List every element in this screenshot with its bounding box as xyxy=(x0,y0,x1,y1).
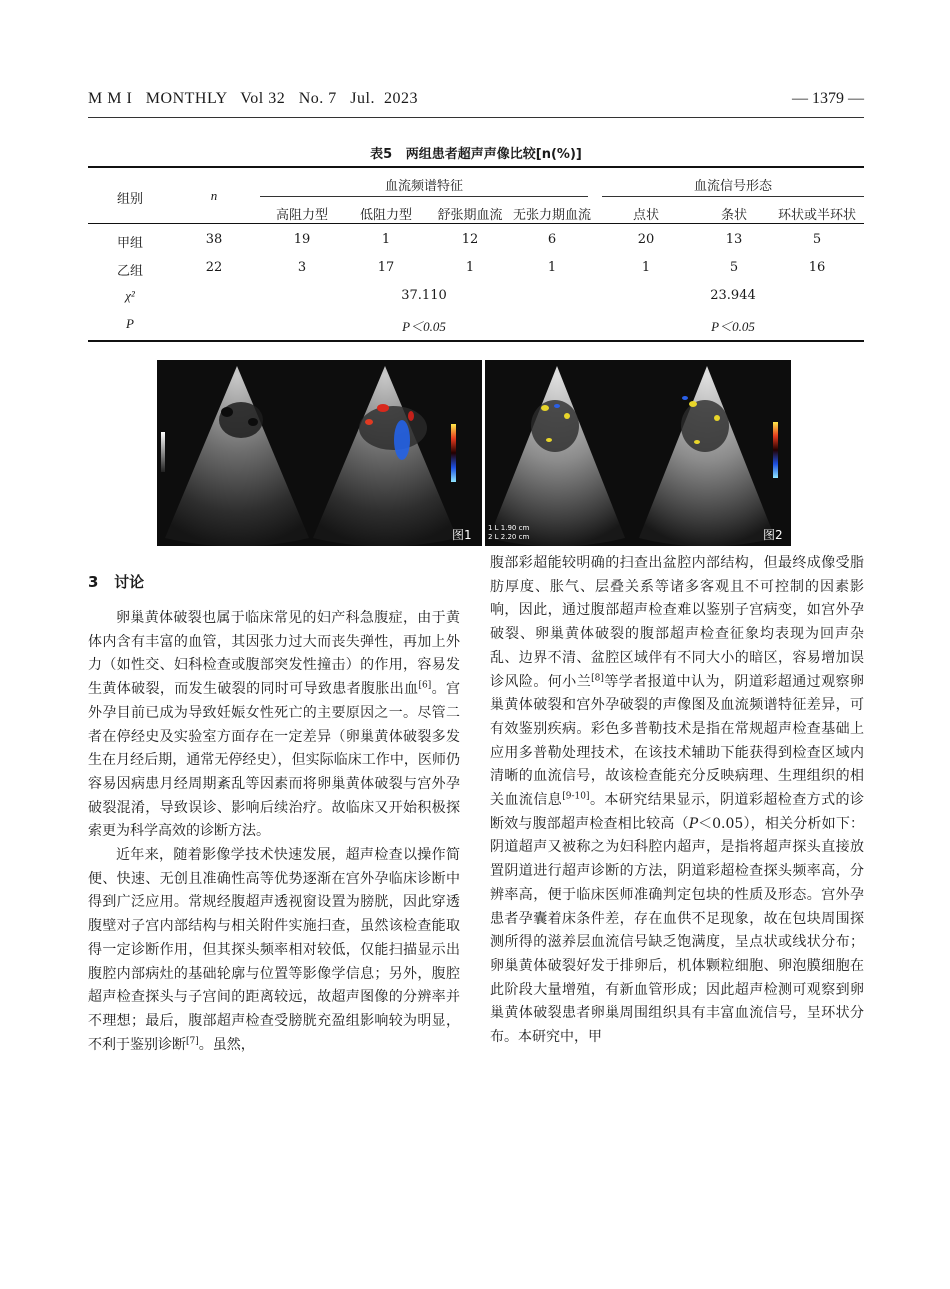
sub-header-strip: 条状 xyxy=(720,208,747,223)
chi-square-spectrum: 37.110 xyxy=(401,288,447,303)
row-value: 12 xyxy=(461,232,479,247)
row-value: 6 xyxy=(547,232,557,247)
figure1-label: 图1 xyxy=(452,528,472,542)
row-n: 22 xyxy=(205,260,223,275)
text-span: 。虽然， xyxy=(198,1036,255,1053)
header-flow-spectrum: 血流频谱特征 xyxy=(384,179,463,194)
row-value: 3 xyxy=(297,260,307,275)
row-n: 38 xyxy=(205,232,223,247)
citation: [6] xyxy=(418,680,432,691)
row-value: 17 xyxy=(377,260,395,275)
text-span: 。宫外孕目前已成为导致妊娠女性死亡的主要原因之一。尽管二者在停经史及实验室方面存在一定差异（卵巢黄体破裂多发生在月经后期，通常无停经史），但实际临床工作中，医师仍容易因病患月经周期紊乱等因素而将卵巢黄体破裂与宫外孕破裂混淆，导致误诊、影响后续治疗。故临床又开始积极探索更为科学高效的诊断方法。 xyxy=(88,681,461,840)
text-span: 卵巢黄体破裂也属于临床常见的妇产科急腹症，由于黄体内含有丰富的血管，其因张力过大而丧失弹性，再加上外力（如性交、妇科检查或腹部突发性撞击）的作用，容易发生黄体破裂，而发生破裂的同时可导致患者腹胀出血 xyxy=(88,610,460,698)
page-number: — 1379 — xyxy=(792,90,864,107)
row-value: 19 xyxy=(293,232,311,247)
chi-square-signal: 23.944 xyxy=(710,288,756,303)
sub-header-no-tension: 无张力期血流 xyxy=(512,208,591,223)
sub-header-low-resistance: 低阻力型 xyxy=(359,208,412,223)
row-value: 1 xyxy=(465,260,475,275)
header-rule xyxy=(88,117,864,118)
row-label: 甲组 xyxy=(116,236,143,251)
citation: [7] xyxy=(186,1036,199,1046)
measurement-1: 1 L 1.90 cm xyxy=(488,524,530,532)
left-column xyxy=(88,607,460,1057)
row-value: 1 xyxy=(641,260,651,275)
citation: [8] xyxy=(591,672,604,683)
sub-header-dot: 点状 xyxy=(632,208,659,223)
text-span: 近年来，随着影像学技术快速发展，超声检查以操作简便、快速、无创且准确性高等优势逐渐在宫外孕临床诊断中得到广泛应用。常规经腹超声透视窗设置为膀胱，因此穿透腹壁对子宫内部结构与相关附件实施扫查，虽然该检查能取得一定诊断作用，但其探头频率相对较低，仅能扫描显示出腹腔内部病灶的基础轮廓与位置等影像学信息；另外，腹腔超声检查探头与子宫间的距离较远，故超声图像的分辨率并不理想；最后，腹部超声检查受膀胱充盈组影响较为明显，不利于鉴别诊断 xyxy=(88,847,460,1053)
col-header-group: 组别 xyxy=(116,192,143,207)
row-value: 1 xyxy=(381,232,391,247)
measurement-2: 2 L 2.20 cm xyxy=(488,533,530,541)
italic-p: P xyxy=(688,815,699,832)
table-caption: 表5 两组患者超声声像比较[n(%)] xyxy=(370,147,582,162)
sub-header-rule-1 xyxy=(260,196,588,197)
ultrasound-figure xyxy=(157,360,791,546)
citation: [9-10] xyxy=(562,791,590,802)
figure2-label: 图2 xyxy=(763,528,783,542)
measurement-box xyxy=(488,524,529,542)
ultrasound-comparison-table xyxy=(88,166,864,342)
row-value: 5 xyxy=(812,232,822,247)
p-label: P xyxy=(126,316,134,331)
p-value-spectrum: P＜0.05 xyxy=(402,319,446,334)
journal-info: M M I MONTHLY Vol 32 No. 7 Jul. 2023 xyxy=(88,90,418,107)
running-header xyxy=(88,90,864,114)
table-top-rule xyxy=(88,166,864,168)
ultrasound-images xyxy=(157,360,791,546)
row-value: 5 xyxy=(729,260,739,275)
row-label: 乙组 xyxy=(116,264,143,279)
sub-header-diastolic: 舒张期血流 xyxy=(437,208,503,223)
text-span: 等学者报道中认为，阴道彩超通过观察卵巢黄体破裂和宫外孕破裂的声像图及血流频谱特征差异，可有效鉴别疾病。彩色多普勒技术是指在常规超声检查基础上应用多普勒处理技术，在该技术辅助下能获得到检查区域内清晰的血流信号，故该检查能充分反映病理、生理组织的相关血流信息 xyxy=(490,673,865,809)
header-flow-signal: 血流信号形态 xyxy=(693,179,772,194)
col-header-n: n xyxy=(210,188,218,203)
row-value: 20 xyxy=(637,232,655,247)
right-column xyxy=(490,552,864,1050)
table-bottom-rule xyxy=(88,340,864,342)
paragraph xyxy=(88,844,460,1057)
text-span: 腹部彩超能较明确的扫查出盆腔内部结构，但最终成像受脂肪厚度、胀气、层叠关系等诸多客观且不可控制的因素影响，因此，通过腹部超声检查难以鉴别子宫病变，如宫外孕破裂、卵巢黄体破裂的腹部超声检查征象均表现为回声杂乱、边界不清、盆腔区域伴有不同大小的暗区，容易增加误诊风险。何小兰 xyxy=(490,555,864,690)
row-value: 13 xyxy=(725,232,743,247)
row-value: 1 xyxy=(547,260,557,275)
sub-header-ring: 环状或半环状 xyxy=(777,208,856,223)
table-header-rule xyxy=(88,223,864,224)
row-value: 16 xyxy=(808,260,826,275)
text-span: 。本研究结果显示，阴道彩超检查方式的诊断效与腹部超声检查相比较高（ xyxy=(490,792,865,832)
sub-header-high-resistance: 高阻力型 xyxy=(275,208,328,223)
chi-square-label: χ² xyxy=(125,288,135,303)
sub-header-rule-2 xyxy=(602,196,864,197)
paragraph xyxy=(88,607,460,844)
text-span: ＜0.05），相关分析如下：阴道超声又被称之为妇科腔内超声，是指将超声探头直接放置阴道进行超声诊断的方法，阴道彩超检查探头频率高，分辨率高，便于临床医师准确判定包块的性质及形态。宫外孕患者孕囊着床条件差，存在血供不足现象，故在包块周围探测所得的滋养层血流信号缺乏饱满度，呈点状或线状分布；卵巢黄体破裂好发于排卵后，机体颗粒细胞、卵泡膜细胞在此阶段大量增殖，有新血管形成；因此超声检测可观察到卵巢黄体破裂患者卵巢周围组织具有丰富血流信号，呈环状分布。本研究中，甲 xyxy=(490,815,865,1046)
section-heading: 3 讨论 xyxy=(88,573,145,591)
p-value-signal: P＜0.05 xyxy=(711,319,755,334)
paragraph xyxy=(490,552,864,1050)
